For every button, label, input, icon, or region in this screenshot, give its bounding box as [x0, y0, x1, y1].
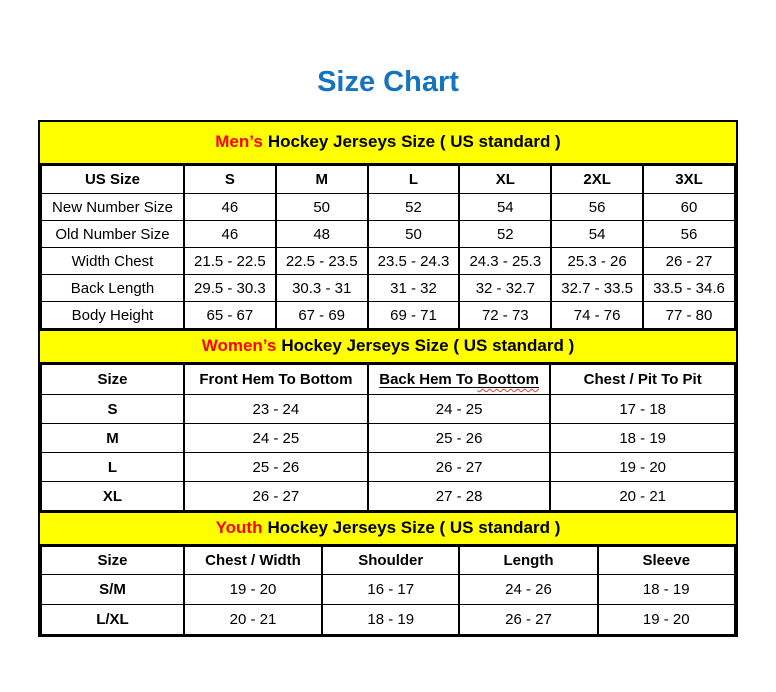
row-label: L	[41, 453, 184, 482]
table-row	[41, 453, 735, 482]
value-cell: 31 - 32	[368, 275, 460, 302]
value-cell: 16 - 17	[322, 575, 459, 605]
womens-section-banner	[40, 329, 736, 364]
value-cell: 19 - 20	[550, 453, 735, 482]
value-cell: 20 - 21	[184, 605, 322, 635]
header-cell: Chest / Width	[184, 547, 322, 575]
header-cell: Front Hem To Bottom	[184, 365, 368, 395]
header-cell: L	[368, 166, 460, 194]
table-row	[41, 221, 735, 248]
value-cell: 50	[276, 194, 368, 221]
header-cell: Chest / Pit To Pit	[550, 365, 735, 395]
row-label: Width Chest	[41, 248, 184, 275]
value-cell: 30.3 - 31	[276, 275, 368, 302]
header-cell: Shoulder	[322, 547, 459, 575]
womens-size-table	[40, 364, 736, 511]
value-cell: 65 - 67	[184, 302, 276, 329]
row-label: L/XL	[41, 605, 184, 635]
value-cell: 19 - 20	[184, 575, 322, 605]
value-cell: 26 - 27	[368, 453, 551, 482]
header-cell: Size	[41, 547, 184, 575]
value-cell: 24 - 25	[184, 424, 368, 453]
value-cell: 23.5 - 24.3	[368, 248, 460, 275]
value-cell: 32.7 - 33.5	[551, 275, 643, 302]
page-title: Size Chart	[317, 66, 459, 98]
misspelled-word: Boottom	[477, 371, 539, 388]
womens-banner-highlight: Women’s	[201, 336, 277, 355]
row-label: New Number Size	[41, 194, 184, 221]
value-cell: 52	[459, 221, 551, 248]
youth-size-table	[40, 546, 736, 635]
value-cell: 24 - 25	[368, 395, 551, 424]
value-cell: 18 - 19	[550, 424, 735, 453]
value-cell: 77 - 80	[643, 302, 735, 329]
value-cell: 17 - 18	[550, 395, 735, 424]
value-cell: 25 - 26	[368, 424, 551, 453]
value-cell: 69 - 71	[368, 302, 460, 329]
value-cell: 46	[184, 194, 276, 221]
value-cell: 20 - 21	[550, 482, 735, 511]
value-cell: 25.3 - 26	[551, 248, 643, 275]
table-row	[41, 275, 735, 302]
row-label: S/M	[41, 575, 184, 605]
table-row	[41, 605, 735, 635]
value-cell: 24 - 26	[459, 575, 597, 605]
row-label: S	[41, 395, 184, 424]
youth-banner-text: Hockey Jerseys Size ( US standard )	[267, 518, 561, 537]
value-cell: 74 - 76	[551, 302, 643, 329]
value-cell: 29.5 - 30.3	[184, 275, 276, 302]
table-row	[41, 395, 735, 424]
value-cell: 22.5 - 23.5	[276, 248, 368, 275]
value-cell: 56	[643, 221, 735, 248]
header-cell: Sleeve	[598, 547, 735, 575]
header-cell: US Size	[41, 166, 184, 194]
header-cell: Size	[41, 365, 184, 395]
womens-banner-text: Hockey Jerseys Size ( US standard )	[281, 336, 575, 355]
table-row	[41, 575, 735, 605]
value-cell: 54	[551, 221, 643, 248]
table-row	[41, 248, 735, 275]
mens-section-banner	[40, 122, 736, 165]
value-cell: 24.3 - 25.3	[459, 248, 551, 275]
value-cell: 60	[643, 194, 735, 221]
row-label: Old Number Size	[41, 221, 184, 248]
table-header-row	[41, 365, 735, 395]
value-cell: 25 - 26	[184, 453, 368, 482]
header-cell: 2XL	[551, 166, 643, 194]
row-label: XL	[41, 482, 184, 511]
value-cell: 18 - 19	[598, 575, 735, 605]
table-header-row	[41, 166, 735, 194]
value-cell: 46	[184, 221, 276, 248]
value-cell: 18 - 19	[322, 605, 459, 635]
value-cell: 72 - 73	[459, 302, 551, 329]
table-row	[41, 482, 735, 511]
mens-size-table	[40, 165, 736, 329]
table-row	[41, 194, 735, 221]
value-cell: 19 - 20	[598, 605, 735, 635]
value-cell: 26 - 27	[643, 248, 735, 275]
value-cell: 27 - 28	[368, 482, 551, 511]
mens-banner-text: Hockey Jerseys Size ( US standard )	[267, 132, 561, 151]
value-cell: 26 - 27	[459, 605, 597, 635]
header-cell: 3XL	[643, 166, 735, 194]
header-cell-misspelled	[368, 365, 551, 395]
mens-banner-highlight: Men’s	[215, 132, 263, 151]
value-cell: 56	[551, 194, 643, 221]
row-label: M	[41, 424, 184, 453]
value-cell: 26 - 27	[184, 482, 368, 511]
header-cell: M	[276, 166, 368, 194]
value-cell: 52	[368, 194, 460, 221]
value-cell: 48	[276, 221, 368, 248]
table-row	[41, 424, 735, 453]
header-text: Back Hem To	[379, 371, 474, 388]
size-chart	[38, 120, 738, 637]
table-row	[41, 302, 735, 329]
header-cell: XL	[459, 166, 551, 194]
value-cell: 67 - 69	[276, 302, 368, 329]
value-cell: 33.5 - 34.6	[643, 275, 735, 302]
row-label: Body Height	[41, 302, 184, 329]
value-cell: 23 - 24	[184, 395, 368, 424]
value-cell: 54	[459, 194, 551, 221]
row-label: Back Length	[41, 275, 184, 302]
table-header-row	[41, 547, 735, 575]
youth-section-banner	[40, 511, 736, 546]
value-cell: 21.5 - 22.5	[184, 248, 276, 275]
youth-banner-highlight: Youth	[215, 518, 263, 537]
value-cell: 32 - 32.7	[459, 275, 551, 302]
value-cell: 50	[368, 221, 460, 248]
header-cell: S	[184, 166, 276, 194]
header-cell: Length	[459, 547, 597, 575]
